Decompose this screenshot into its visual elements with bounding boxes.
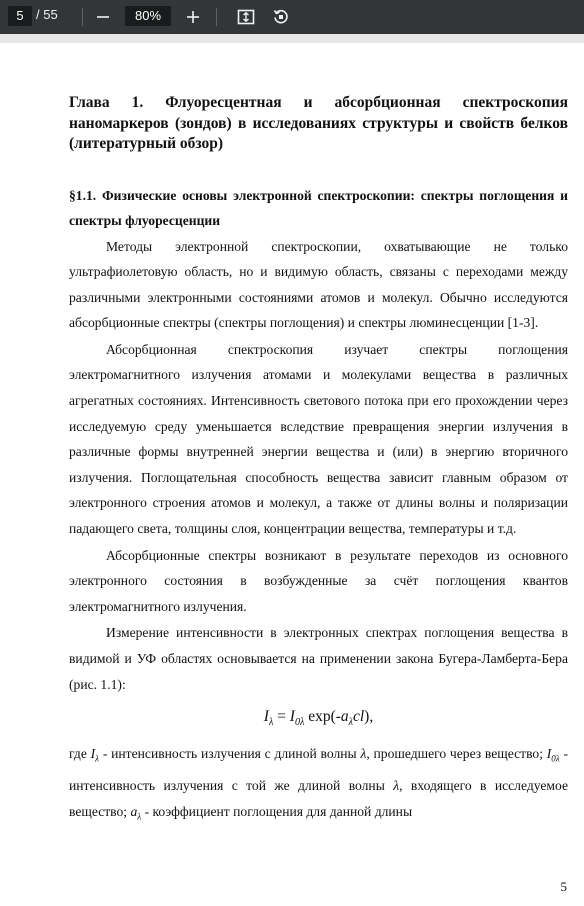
zoom-level-input[interactable]: 80%: [125, 6, 171, 26]
paragraph: Абсорбционные спектры возникают в результате переходов из основного электронного состояния в возбужденные за счёт поглощения квантов электромагнитного излучения.: [69, 547, 568, 614]
rotate-button[interactable]: [269, 5, 293, 29]
zoom-in-button[interactable]: [181, 5, 205, 29]
paragraph: Методы электронной спектроскопии, охватывающие не только ультрафиолетовую область, но и видимую область, связаны с переходами между различными электронными состояниями атомов и молекул. Обычно исследуются абсорбционные спектры (спектры поглощения) и спектры люминесценции [1-3].: [69, 238, 568, 331]
fit-page-icon: [237, 8, 255, 26]
paragraph: Измерение интенсивности в электронных спектрах поглощения вещества в видимой и УФ областях основывается на применении закона Бугера-Ламберта-Бера (рис. 1.1):: [69, 625, 568, 692]
zoom-out-button[interactable]: [91, 5, 115, 29]
document-page: [0, 43, 584, 906]
formula-beer-lambert: $I_\lambda = I_{0\lambda}$ $\exp(-a_\lambda cl)$,: [263, 708, 374, 729]
toolbar-divider: [82, 8, 83, 26]
toolbar-divider: [216, 8, 217, 26]
paragraph: где $I_\lambda$ - интенсивность излучения с длиной волны λ, прошедшего через вещество; $I_{0\lambda}$ - интенсивность излучения с той же длиной волны λ, входящего в исследуемое вещество; $a_\lambda$ - коэффициент поглощения для данной длины: [69, 746, 568, 822]
paragraph: Абсорбционная спектроскопия изучает спектры поглощения электромагнитного излучения атомами и молекулами вещества в различных агрегатных состояниях. Интенсивность светового потока при его прохождении через исследуемую среду уменьшается вследствие превращения энергии излучения в различные формы внутренней энергии вещества и (или) в энергию вторичного излучения. Поглощательная способность вещества зависит главным образом от электронного строения атомов и молекул, а также от длины волны и поляризации падающего света, толщины слоя, концентрации вещества, температуры и т.д.: [69, 341, 568, 537]
pdf-toolbar: [0, 0, 584, 34]
total-pages-label: / 55: [36, 7, 58, 22]
page-content: [69, 93, 568, 830]
zoom-out-icon: [96, 10, 110, 24]
page-number: 5: [560, 879, 567, 894]
fit-page-button[interactable]: [234, 5, 258, 29]
section-title: §1.1. Физические основы электронной спектроскопии: спектры поглощения и спектры флуоресценции: [69, 187, 568, 228]
zoom-in-icon: [186, 10, 200, 24]
page-number-input[interactable]: 5: [8, 6, 32, 26]
chapter-title: Глава 1. Флуоресцентная и абсорбционная спектроскопия наномаркеров (зондов) в исследованиях структуры и свойств белков (литературный обзор): [69, 94, 568, 152]
rotate-icon: [272, 8, 290, 26]
